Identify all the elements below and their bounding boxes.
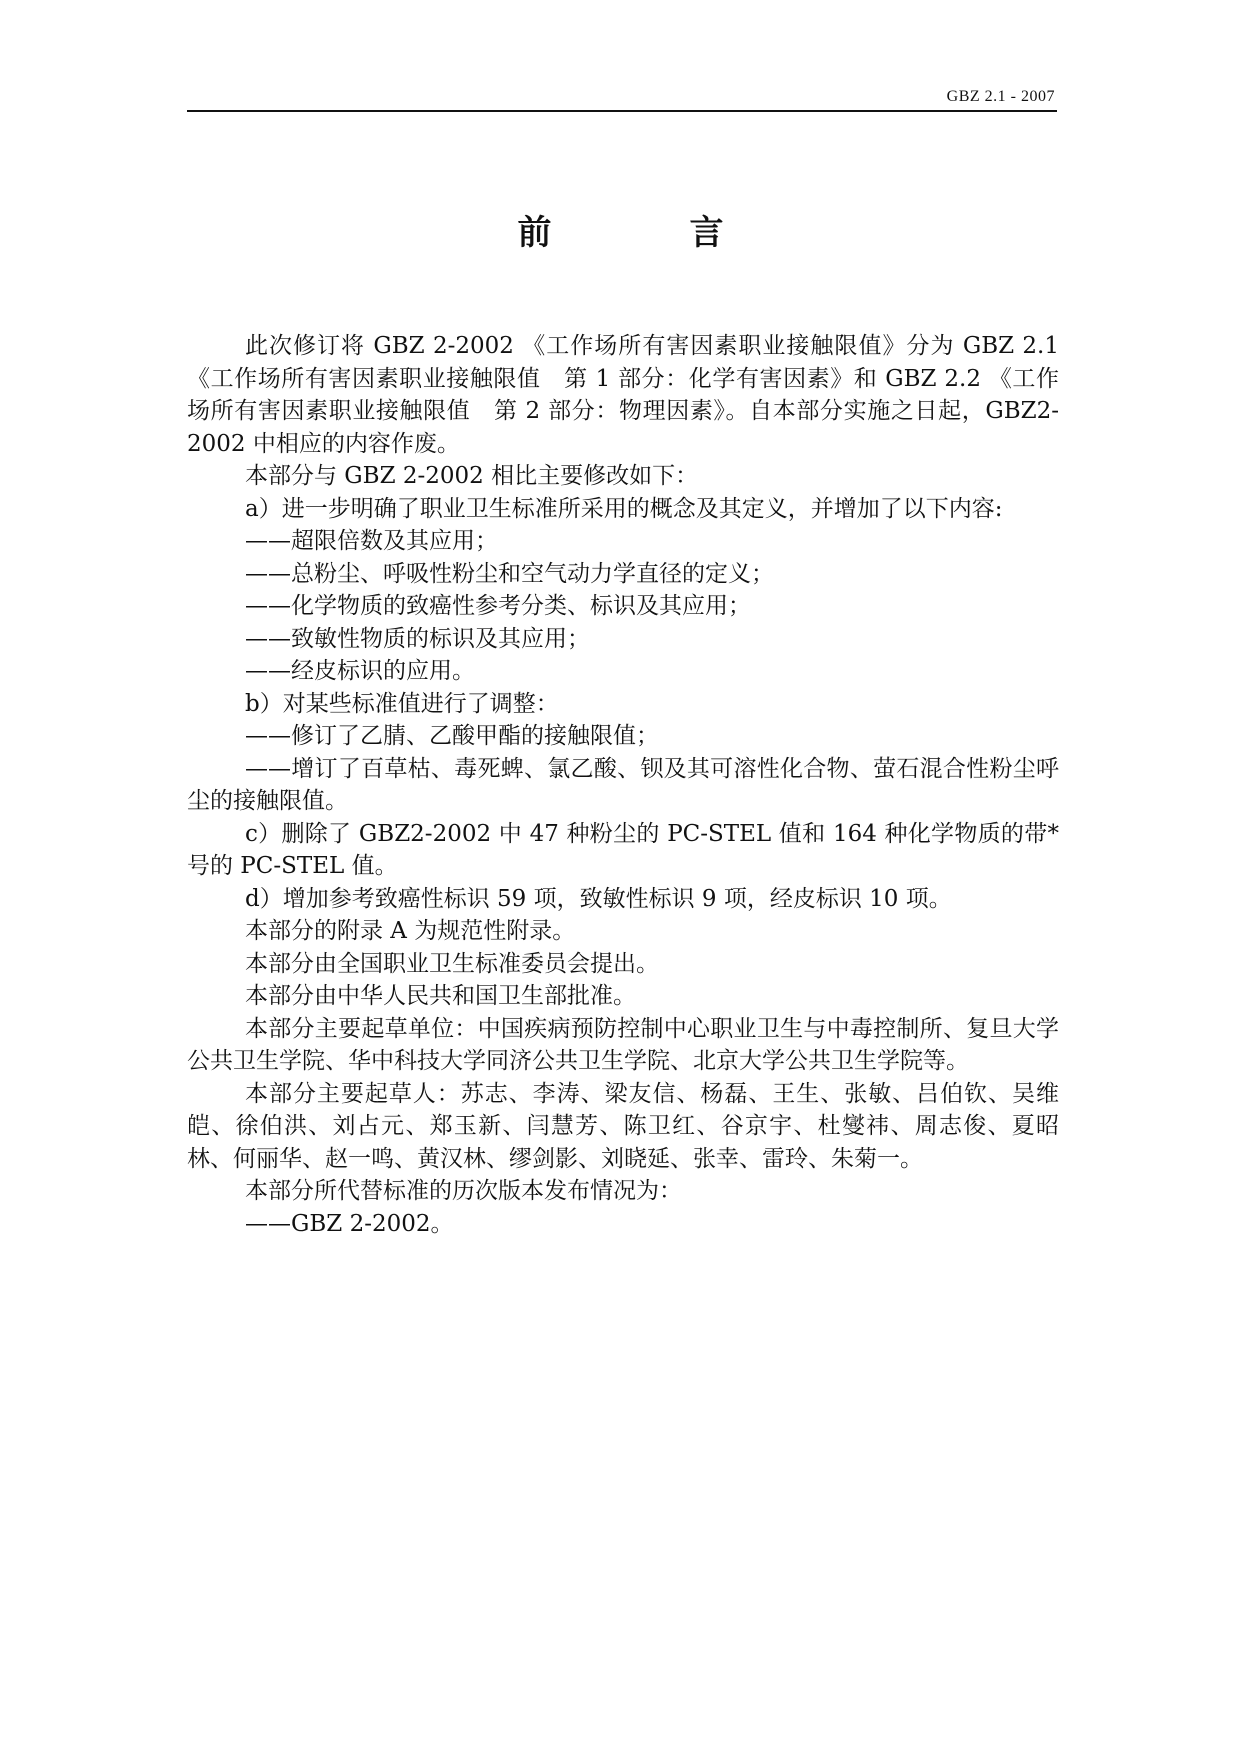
- standard-code: GBZ 2.1 - 2007: [946, 88, 1055, 105]
- paragraph-history-lead: 本部分所代替标准的历次版本发布情况为：: [245, 1178, 682, 1204]
- list-subitem: ——总粉尘、呼吸性粉尘和空气动力学直径的定义；: [245, 560, 774, 587]
- document-body: [187, 330, 1059, 1240]
- paragraph-history-item: ——GBZ 2-2002。: [245, 1210, 454, 1237]
- list-item-b: b）对某些标准值进行了调整：: [245, 690, 559, 717]
- list-subitem: ——化学物质的致癌性参考分类、标识及其应用；: [245, 593, 751, 619]
- paragraph-intro: 此次修订将 GBZ 2-2002 《工作场所有害因素职业接触限值》分为 GBZ 2.1《工作场所有害因素职业接触限值 第 1 部分：化学有害因素》和 GBZ 2.2 《工作场所有害因素职业接触限值 第 2 部分：物理因素》。自本部分实施之日起，GBZ2-2002 中相应的内容作废。: [187, 333, 1059, 457]
- page-header: [187, 88, 1057, 112]
- paragraph-appendix: 本部分的附录 A 为规范性附录。: [245, 918, 576, 944]
- list-subitem: ——经皮标识的应用。: [245, 658, 475, 684]
- list-subitem: ——致敏性物质的标识及其应用；: [245, 625, 590, 652]
- paragraph-approver: 本部分由中华人民共和国卫生部批准。: [245, 983, 636, 1009]
- list-item-a: a）进一步明确了职业卫生标准所采用的概念及其定义，并增加了以下内容:: [245, 495, 1003, 522]
- paragraph-drafters: 本部分主要起草人：苏志、李涛、梁友信、杨磊、王生、张敏、吕伯钦、吴维皑、徐伯洪、刘占元、郑玉新、闫慧芳、陈卫红、谷京宇、杜燮祎、周志俊、夏昭林、何丽华、赵一鸣、黄汉林、缪剑影、刘晓延、张幸、雷玲、朱菊一。: [187, 1080, 1059, 1172]
- page-title: 前 言: [517, 213, 776, 253]
- paragraph-proposer: 本部分由全国职业卫生标准委员会提出。: [245, 950, 659, 977]
- paragraph-changes-lead: 本部分与 GBZ 2-2002 相比主要修改如下：: [245, 463, 699, 489]
- list-subitem: ——超限倍数及其应用；: [245, 528, 498, 554]
- list-item-d: d）增加参考致癌性标识 59 项，致敏性标识 9 项，经皮标识 10 项。: [245, 885, 952, 912]
- list-subitem: ——修订了乙腈、乙酸甲酯的接触限值；: [245, 723, 659, 749]
- list-item-c: c）删除了 GBZ2-2002 中 47 种粉尘的 PC-STEL 值和 164 种化学物质的带*号的 PC-STEL 值。: [187, 820, 1059, 879]
- list-subitem: ——增订了百草枯、毒死蜱、氯乙酸、钡及其可溶性化合物、萤石混合性粉尘呼尘的接触限值。: [187, 755, 1059, 814]
- paragraph-drafting-units: 本部分主要起草单位：中国疾病预防控制中心职业卫生与中毒控制所、复旦大学公共卫生学院、华中科技大学同济公共卫生学院、北京大学公共卫生学院等。: [187, 1015, 1059, 1074]
